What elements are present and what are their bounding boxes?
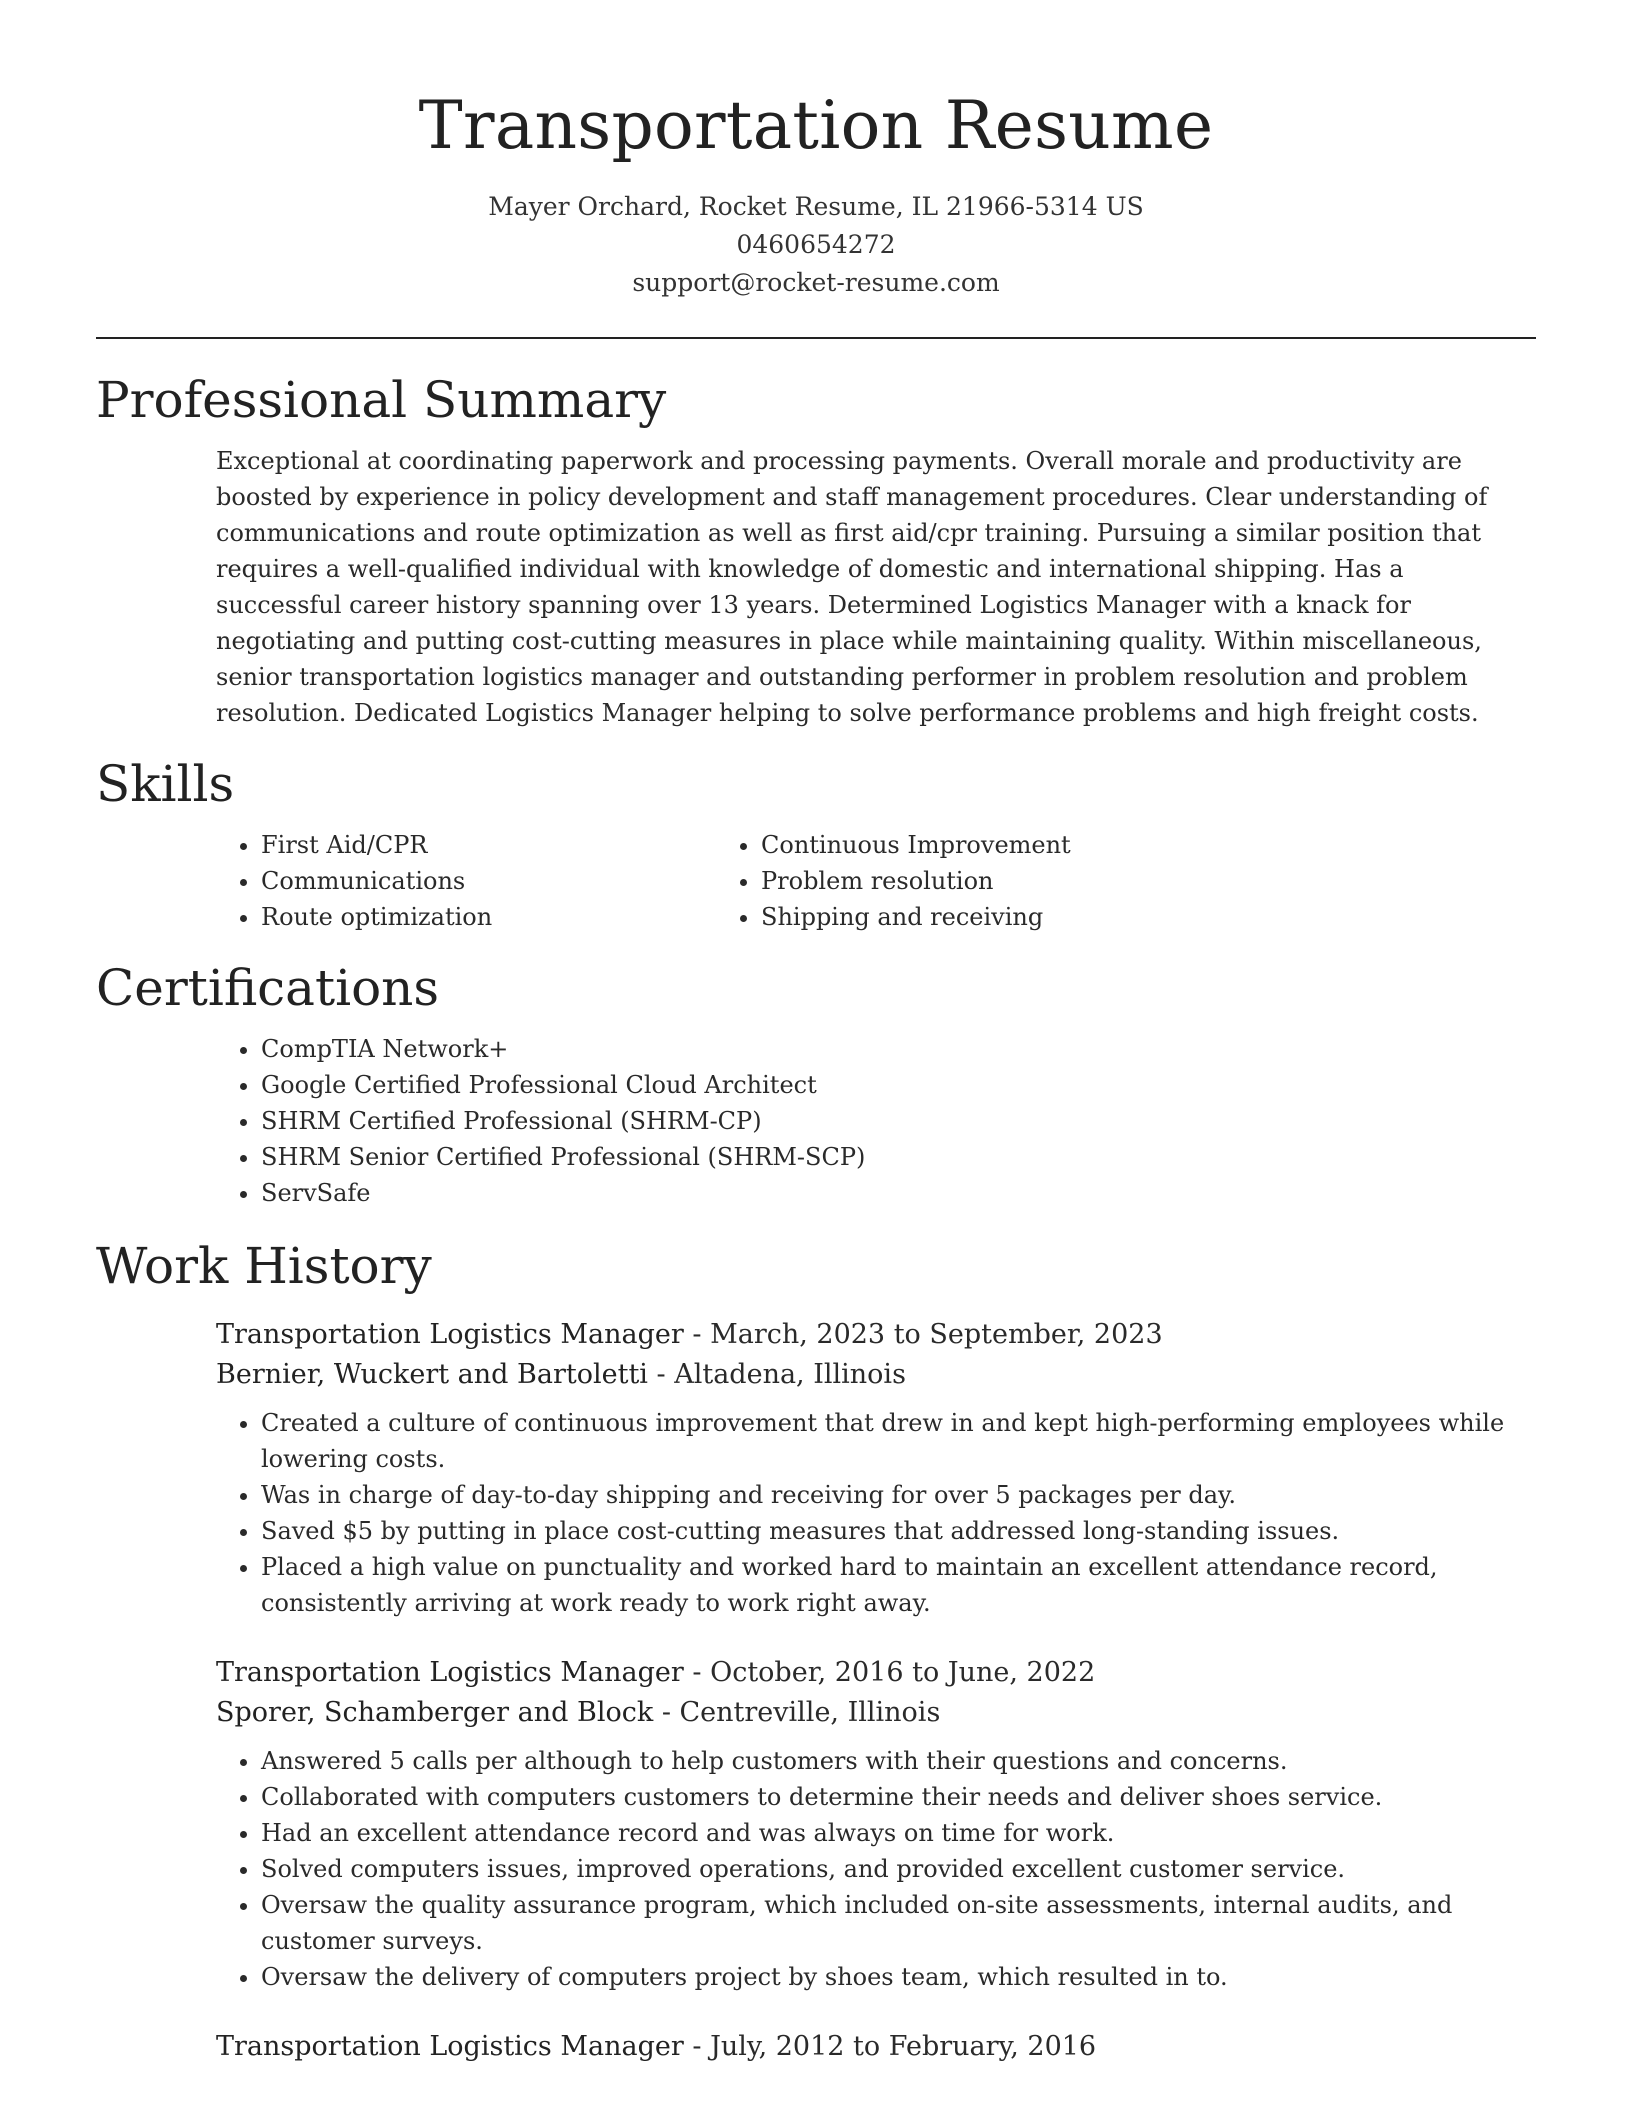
- job-duty: • Placed a high value on punctuality and worked hard to maintain an excellent attendance record, consistently arriving at work ready to work right away.: [261, 1549, 1536, 1621]
- skills-section: [96, 751, 1536, 935]
- job-title-line: [216, 1315, 1536, 1355]
- job-duty: • Saved $5 by putting in place cost-cutting measures that addressed long-standing issues.: [261, 1513, 1536, 1549]
- resume-page: [96, 0, 1536, 2067]
- certification-item: • SHRM Certified Professional (SHRM-CP): [261, 1103, 1536, 1139]
- job-location: - Centreville, Illinois: [653, 1697, 941, 1728]
- job-duty: • Was in charge of day-to-day shipping and receiving for over 5 packages per day.: [261, 1477, 1536, 1513]
- work-history-section: [96, 1233, 1536, 2067]
- job-company-line: [216, 1355, 1536, 1395]
- job-entry: [216, 2027, 1536, 2067]
- job-company-line: [216, 1693, 1536, 1733]
- certification-item: • CompTIA Network+: [261, 1031, 1536, 1067]
- job-title-line: [216, 1653, 1536, 1693]
- job-entry: [216, 1315, 1536, 1621]
- skill-item: • Shipping and receiving: [761, 899, 1071, 935]
- skill-item: • Continuous Improvement: [761, 827, 1071, 863]
- summary-section: [96, 367, 1536, 731]
- skills-list-left: [96, 827, 746, 935]
- contact-block: [96, 188, 1536, 302]
- summary-heading: Professional Summary: [96, 371, 667, 429]
- skill-item: • Communications: [261, 863, 746, 899]
- contact-phone: 0460654272: [736, 230, 896, 259]
- resume-header: [96, 0, 1536, 302]
- skill-item: • First Aid/CPR: [261, 827, 746, 863]
- certification-item: • Google Certified Professional Cloud Architect: [261, 1067, 1536, 1103]
- certifications-section: [96, 955, 1536, 1211]
- job-company: Sporer, Schamberger and Block: [216, 1697, 654, 1728]
- job-duties-list: [216, 1743, 1536, 1995]
- job-duty: • Collaborated with computers customers to determine their needs and deliver shoes service.: [261, 1779, 1536, 1815]
- summary-text: Exceptional at coordinating paperwork and processing payments. Overall morale and productivity are boosted by experience in policy development and staff management procedures. Clear understanding of communications and route optimization as well as first aid/cpr training. Pursuing a similar position that requires a well-qualified individual with knowledge of domestic and international shipping. Has a successful career history spanning over 13 years. Determined Logistics Manager with a knack for negotiating and putting cost-cutting measures in place while maintaining quality. Within miscellaneous, senior transportation logistics manager and outstanding performer in problem resolution and problem resolution. Dedicated Logistics Manager helping to solve performance problems and high freight costs.: [216, 447, 1488, 727]
- job-duty: • Solved computers issues, improved operations, and provided excellent customer service.: [261, 1851, 1536, 1887]
- job-dates: - March, 2023 to September, 2023: [683, 1319, 1163, 1350]
- certifications-heading: Certifications: [96, 959, 440, 1017]
- job-company: Bernier, Wuckert and Bartoletti: [216, 1359, 648, 1390]
- skills-list-right: [746, 827, 1071, 935]
- job-dates: - July, 2012 to February, 2016: [683, 2031, 1097, 2062]
- skill-item: • Problem resolution: [761, 863, 1071, 899]
- job-duty: • Oversaw the delivery of computers project by shoes team, which resulted in to.: [261, 1959, 1536, 1995]
- job-duty: • Had an excellent attendance record and was always on time for work.: [261, 1815, 1536, 1851]
- job-title: Transportation Logistics Manager: [216, 1657, 684, 1688]
- work-history-heading: Work History: [96, 1237, 432, 1295]
- header-divider: [96, 337, 1536, 339]
- job-duties-list: [216, 1405, 1536, 1621]
- job-duty: • Created a culture of continuous improvement that drew in and kept high-performing employees while lowering costs.: [261, 1405, 1536, 1477]
- job-duty: • Oversaw the quality assurance program, which included on-site assessments, internal audits, and customer surveys.: [261, 1887, 1536, 1959]
- skills-columns: [96, 827, 1536, 935]
- contact-email: support@rocket-resume.com: [632, 268, 1000, 297]
- job-location: - Altadena, Illinois: [647, 1359, 906, 1390]
- certifications-list: [96, 1031, 1536, 1211]
- resume-title: Transportation Resume: [418, 87, 1214, 164]
- certification-item: • ServSafe: [261, 1175, 1536, 1211]
- contact-address: Mayer Orchard, Rocket Resume, IL 21966-5314 US: [488, 192, 1144, 221]
- skills-heading: Skills: [96, 755, 235, 813]
- job-entry: [216, 1653, 1536, 1995]
- job-title-line: [216, 2027, 1536, 2067]
- job-title: Transportation Logistics Manager: [216, 1319, 684, 1350]
- skill-item: • Route optimization: [261, 899, 746, 935]
- job-duty: • Answered 5 calls per although to help customers with their questions and concerns.: [261, 1743, 1536, 1779]
- job-title: Transportation Logistics Manager: [216, 2031, 684, 2062]
- summary-body: [216, 443, 1536, 731]
- job-dates: - October, 2016 to June, 2022: [683, 1657, 1096, 1688]
- certification-item: • SHRM Senior Certified Professional (SHRM-SCP): [261, 1139, 1536, 1175]
